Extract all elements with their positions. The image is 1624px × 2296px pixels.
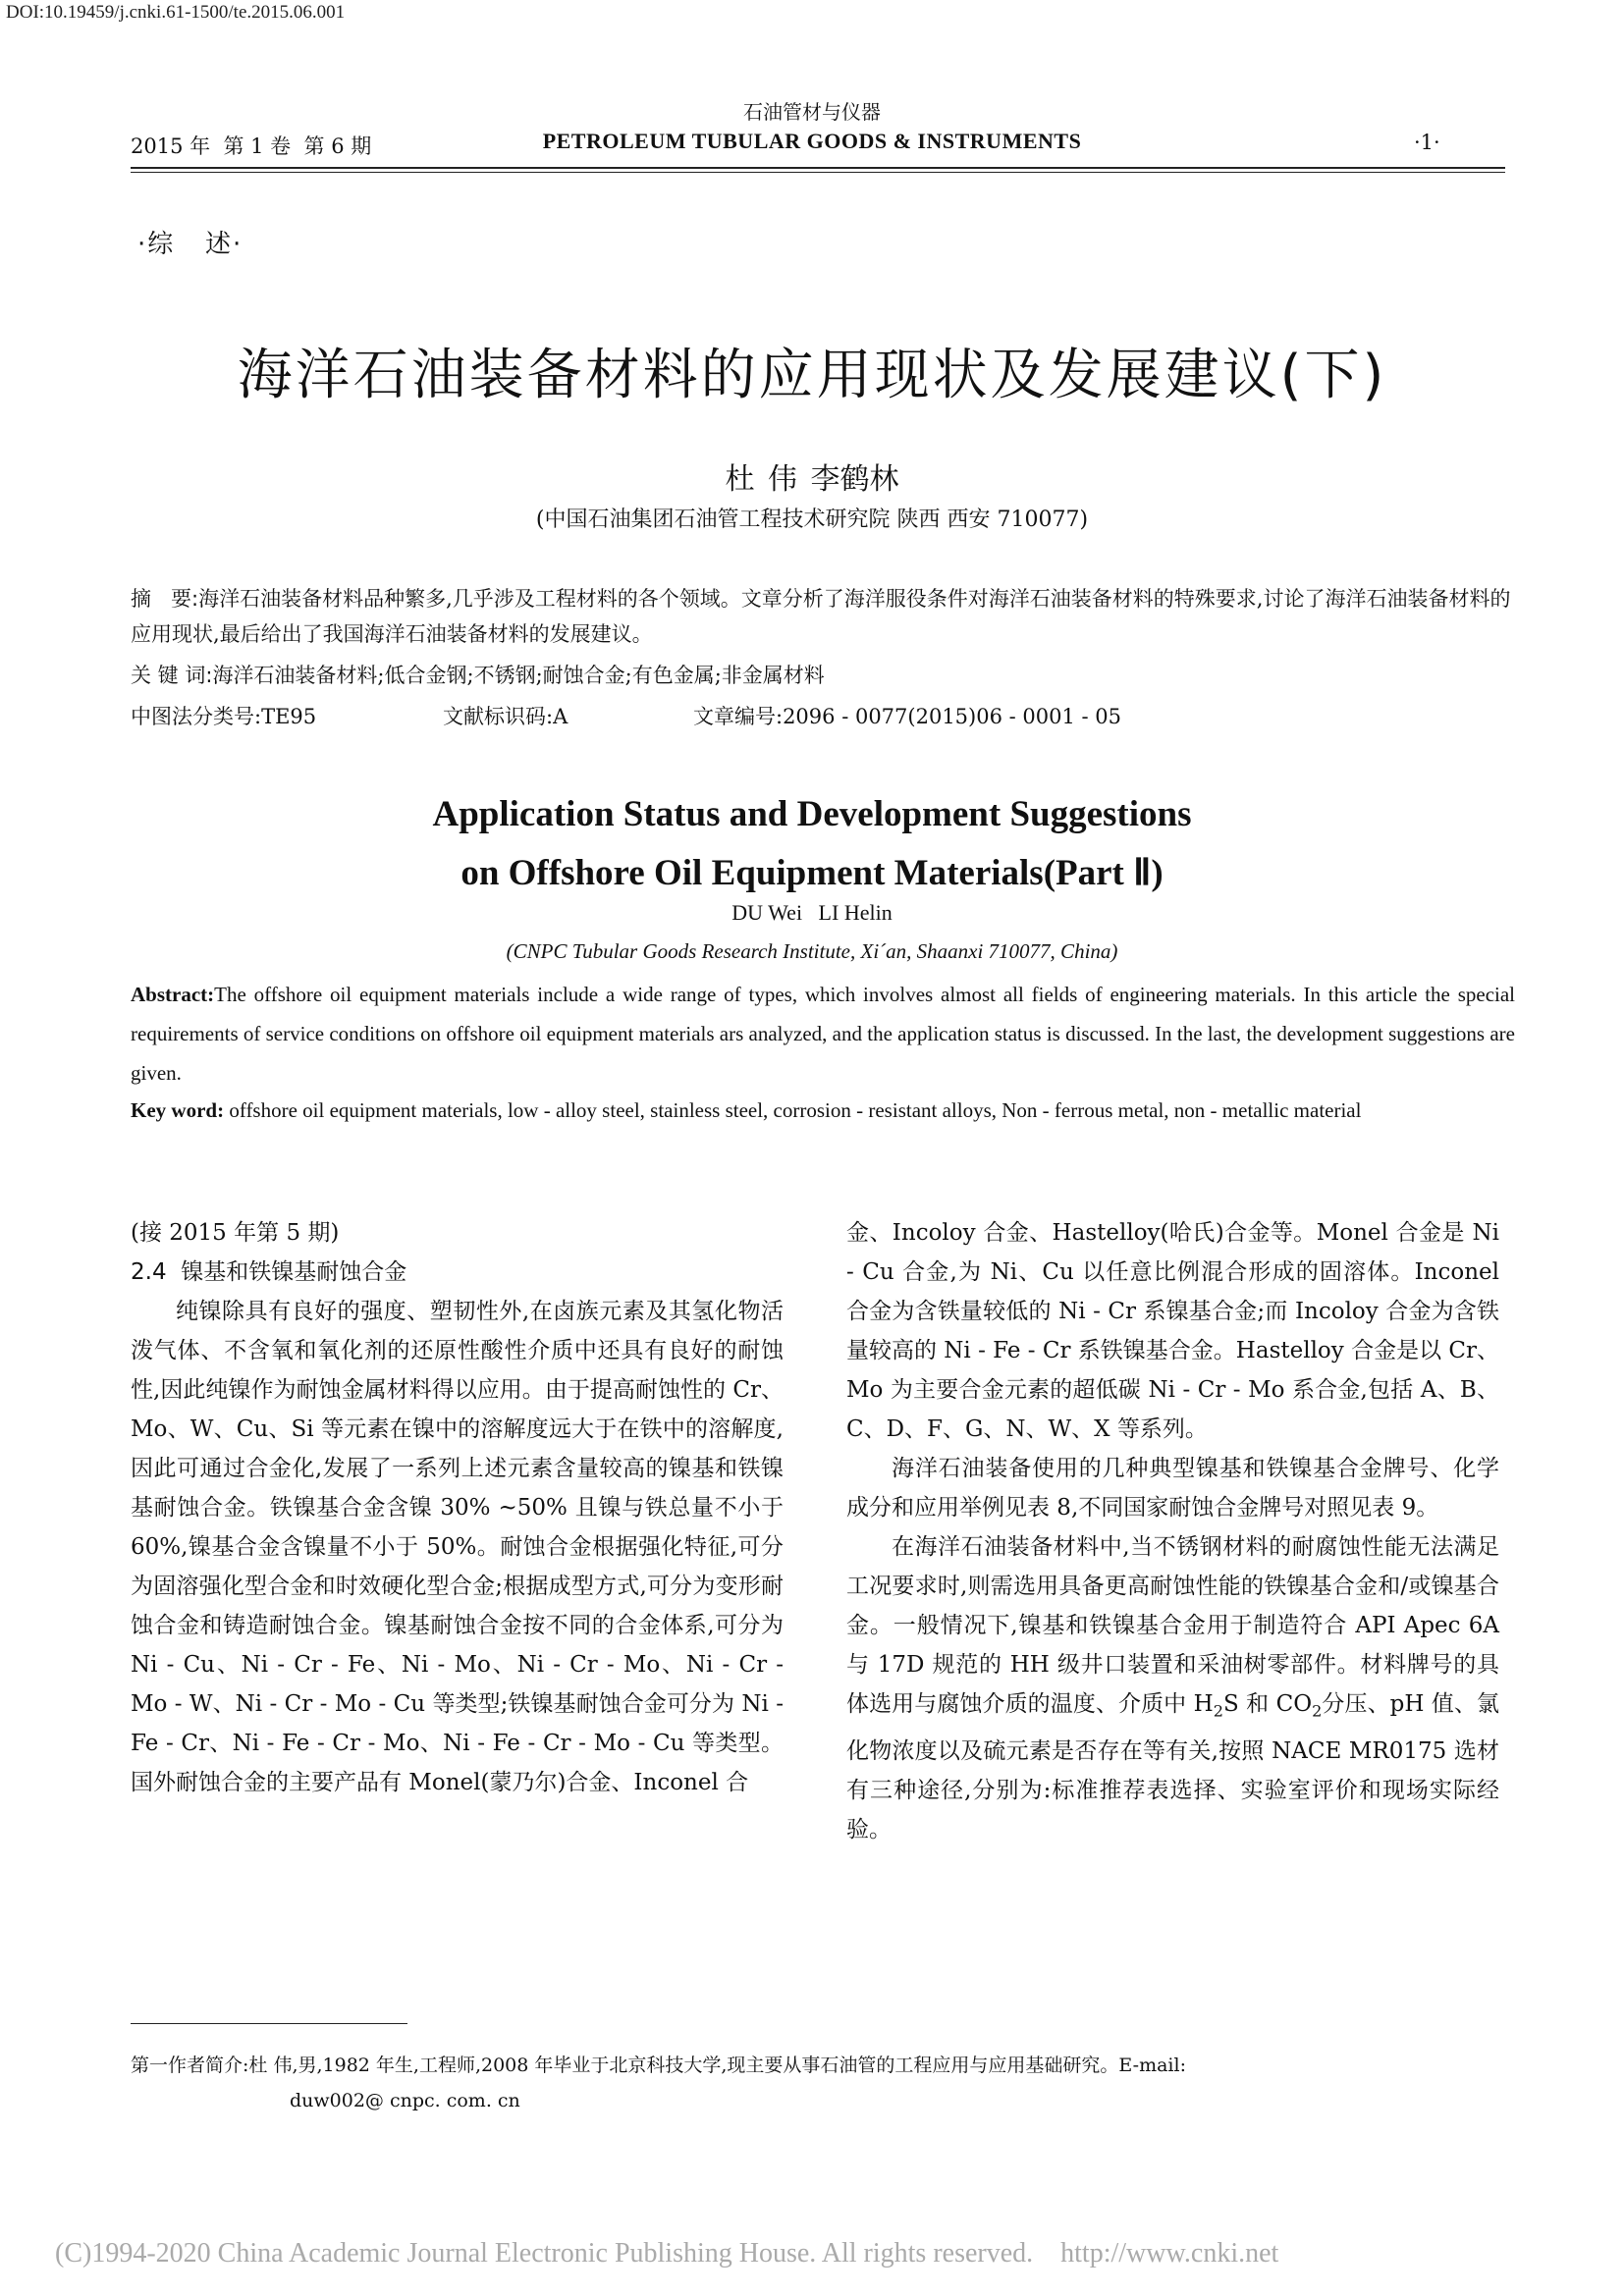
abstract-cn-label: 摘 要: xyxy=(131,587,199,611)
classification-line xyxy=(131,699,1515,734)
keywords-cn xyxy=(131,658,1515,693)
body-column-left xyxy=(131,1213,784,1802)
title-en-line1: Application Status and Development Suggestions xyxy=(432,794,1192,834)
footnote-rule xyxy=(131,2023,407,2024)
affiliation-en: (CNPC Tubular Goods Research Institute, Xi´an, Shaanxi 710077, China) xyxy=(506,939,1118,963)
title-cn: 海洋石油装备材料的应用现状及发展建议(下) xyxy=(237,344,1387,407)
paragraph: 纯镍除具有良好的强度、塑韧性外,在卤族元素及其氢化物活泼气体、不含氧和氧化剂的还原性酸性介质中还具有良好的耐蚀性,因此纯镍作为耐蚀金属材料得以应用。由于提高耐蚀性的 Cr、Mo、W、Cu、Si 等元素在镍中的溶解度远大于在铁中的溶解度,因此可通过合金化,发展了一系列上述元素含量较高的镍基和铁镍基耐蚀合金。铁镍基合金含镍 30% ~50% 且镍与铁总量不小于 60%,镍基合金含镍量不小于 50%。耐蚀合金根据强化特征,可分为固溶强化型合金和时效硬化型合金;根据成型方式,可分为变形耐蚀合金和铸造耐蚀合金。镍基耐蚀合金按不同的合金体系,可分为 Ni - Cu、Ni - Cr - Fe、Ni - Mo、Ni - Cr - Mo、Ni - Cr - Mo - W、Ni - Cr - Mo - Cu 等类型;铁镍基耐蚀合金可分为 Ni - Fe - Cr、Ni - Fe - Cr - Mo、Ni - Fe - Cr - Mo - Cu 等类型。国外耐蚀合金的主要产品有 Monel(蒙乃尔)合金、Inconel 合 xyxy=(131,1299,784,1795)
abstract-en xyxy=(131,975,1515,1093)
journal-name-cn: 石油管材与仪器 xyxy=(743,100,881,124)
footnote-text: 第一作者简介:杜 伟,男,1982 年生,工程师,2008 年毕业于北京科技大学,现主要从事石油管的工程应用与应用基础研究。E-mail: xyxy=(131,2055,1186,2076)
authors-en: DU Wei LI Helin xyxy=(731,900,893,925)
paragraph xyxy=(846,1527,1499,1849)
affiliation-cn: (中国石油集团石油管工程技术研究院 陕西 西安 710077) xyxy=(535,507,1089,532)
keywords-cn-text: 海洋石油装备材料;低合金钢;不锈钢;耐蚀合金;有色金属;非金属材料 xyxy=(212,664,825,687)
subscript: 2 xyxy=(1213,1701,1223,1721)
subscript: 2 xyxy=(1312,1701,1323,1721)
copyright-watermark: (C)1994-2020 China Academic Journal Electronic Publishing House. All rights reserved. http://www.cnki.net xyxy=(55,2238,1279,2269)
paragraph: 金、Incoloy 合金、Hastelloy(哈氏)合金等。Monel 合金是 Ni - Cu 合金,为 Ni、Cu 以任意比例混合形成的固溶体。Inconel 合金为含铁量较低的 Ni - Cr 系镍基合金;而 Incoloy 合金为含铁量较高的 Ni - Fe - Cr 系铁镍基合金。Hastelloy 合金是以 Cr、Mo 为主要合金元素的超低碳 Ni - Cr - Mo 系合金,包括 A、B、C、D、F、G、N、W、X 等系列。 xyxy=(846,1220,1499,1442)
keywords-cn-label: 关 键 词: xyxy=(131,664,213,687)
clc-number: 中图法分类号:TE95 xyxy=(131,705,317,728)
page-number: ·1· xyxy=(1414,131,1440,154)
header-rule xyxy=(131,167,1505,169)
article-number: 文章编号:2096 - 0077(2015)06 - 0001 - 05 xyxy=(693,705,1122,728)
body-column-right xyxy=(846,1213,1499,1849)
title-en-line2: on Offshore Oil Equipment Materials(Part Ⅱ) xyxy=(460,853,1164,893)
issue-info: 2015 年 第 1 卷 第 6 期 xyxy=(131,134,372,158)
abstract-cn-text: 海洋石油装备材料品种繁多,几乎涉及工程材料的各个领域。文章分析了海洋服役条件对海洋石油装备材料的特殊要求,讨论了海洋石油装备材料的应用现状,最后给出了我国海洋石油装备材料的发展建议。 xyxy=(131,587,1511,646)
header-rule-thin xyxy=(131,172,1505,173)
paragraph-text: S 和 CO xyxy=(1222,1691,1313,1717)
doi-line: DOI:10.19459/j.cnki.61-1500/te.2015.06.001 xyxy=(6,2,346,23)
journal-name-en: PETROLEUM TUBULAR GOODS & INSTRUMENTS xyxy=(542,129,1082,153)
footnote xyxy=(131,2048,1515,2118)
paragraph-text: 分压、pH 值、氯化物浓度以及硫元素是否存在等有关,按照 NACE MR0175 选材有三种途径,分别为:标准推荐表选择、实验室评价和现场实际经验。 xyxy=(846,1691,1499,1842)
abstract-en-label: Abstract: xyxy=(131,983,215,1006)
keywords-en-label: Key word: xyxy=(131,1098,225,1122)
paragraph: 海洋石油装备使用的几种典型镍基和铁镍基合金牌号、化学成分和应用举例见表 8,不同国家耐蚀合金牌号对照见表 9。 xyxy=(846,1456,1499,1521)
abstract-cn xyxy=(131,581,1515,652)
title-en xyxy=(0,785,1624,903)
section-heading: 2.4 镍基和铁镍基耐蚀合金 xyxy=(131,1259,407,1285)
author-email: duw002@ cnpc. com. cn xyxy=(290,2090,520,2111)
paragraph-text: 在海洋石油装备材料中,当不锈钢材料的耐腐蚀性能无法满足工况要求时,则需选用具备更高耐蚀性能的铁镍基合金和/或镍基合金。一般情况下,镍基和铁镍基合金用于制造符合 API Apec 6A 与 17D 规范的 HH 级井口装置和采油树零部件。材料牌号的具体选用与腐蚀介质的温度、介质中 H xyxy=(846,1534,1499,1717)
keywords-en xyxy=(131,1091,1515,1130)
keywords-en-text: offshore oil equipment materials, low - alloy steel, stainless steel, corrosion - resistant alloys, Non - ferrous metal, non - metallic material xyxy=(229,1098,1362,1122)
authors-cn: 杜 伟 李鹤林 xyxy=(725,462,899,497)
column-label: ·综 述· xyxy=(137,230,244,259)
continued-note: (接 2015 年第 5 期) xyxy=(131,1220,340,1246)
abstract-en-text: The offshore oil equipment materials include a wide range of types, which involves almost all fields of engineering materials. In this article the special requirements of service conditions on offshore oil equipment materials ars analyzed, and the application status is discussed. In the last, the development suggestions are given. xyxy=(131,983,1515,1085)
document-code: 文献标识码:A xyxy=(443,705,568,728)
